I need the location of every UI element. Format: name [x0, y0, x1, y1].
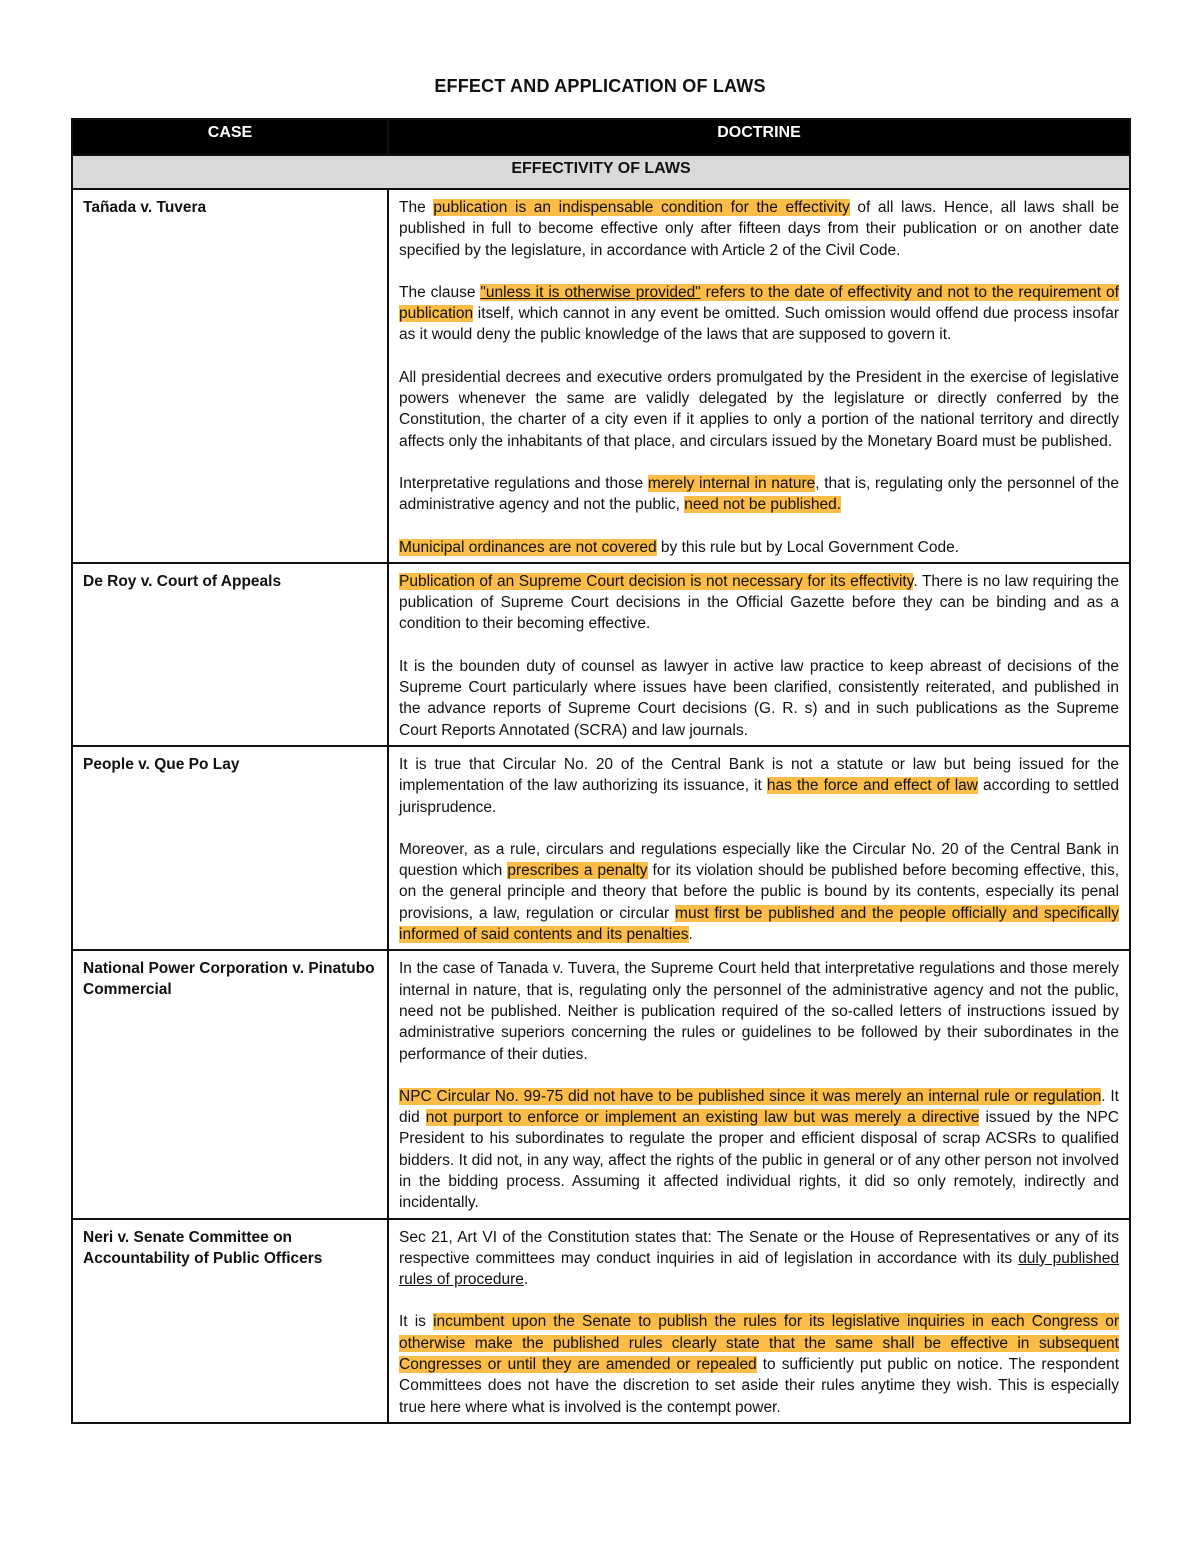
doctrine-paragraph — [399, 839, 1119, 945]
paragraph-text: It is true that Circular No. 20 of the Central Bank is not a statute or law but being issued for the implementation of the law authorizing its issuance, it — [399, 755, 1119, 795]
highlighted-text: need not be published. — [684, 496, 842, 514]
paragraph-text: by this rule but by Local Government Code. — [656, 538, 960, 556]
doctrine-paragraph — [399, 473, 1119, 516]
highlighted-text: Publication of an Supreme Court decision is not necessary for its effectivity — [399, 572, 914, 590]
paragraph-text: according to settled jurisprudence. — [399, 777, 1119, 816]
case-name: Tañada v. Tuvera — [72, 189, 388, 563]
doctrine-paragraph — [399, 571, 1119, 635]
paragraph-text: itself, which cannot in any event be omitted. Such omission would offend due process insofar as it would deny the public knowledge of the laws that are supposed to govern it. — [399, 305, 1119, 344]
section-row — [72, 155, 1130, 189]
table-row — [72, 746, 1130, 950]
document-title: EFFECT AND APPLICATION OF LAWS — [434, 76, 766, 96]
table-row — [72, 189, 1130, 563]
doctrine-cell — [388, 746, 1130, 950]
paragraph-text: The — [399, 199, 434, 216]
paragraph-text: issued by the NPC President to his subordinates to regulate the proper and efficient disposal of scrap ACSRs to qualified bidders. It did not, in any way, affect the rights of the public in general or of any other person not involved in the bidding process. Assuming it affected individual rights, it did so only remotely, indirectly and incidentally. — [399, 1109, 1119, 1212]
paragraph-text: . It did — [399, 1087, 1119, 1127]
paragraph-text: It is the bounden duty of counsel as lawyer in active law practice to keep abreast of decisions of the Supreme Court particularly where issues have been clarified, consistently reiterated, and published in the advance reports of Supreme Court decisions (G. R. s) and in such publications as the Supreme Court Reports Annotated (SCRA) and law journals. — [399, 657, 1119, 739]
highlighted-text: has the force and effect of law — [766, 777, 978, 795]
paragraph-text: In the case of Tanada v. Tuvera, the Supreme Court held that interpretative regulations and those merely internal in nature, that is, regulating only the personnel of the administrative agency and not the public, need not be published. Neither is publication required of the so-called letters of instructions issued by administrative superiors concerning the rules or guidelines to be followed by their subordinates in the performance of their duties. — [399, 960, 1119, 1063]
highlighted-text: publication is an indispensable condition for the effectivity — [433, 199, 850, 216]
underlined-text: duly published rules of procedure — [399, 1249, 1119, 1289]
paragraph-text: for its violation should be published before becoming effective, this, on the general principle and theory that before the public is bound by its contents, especially its penal provisions, a law, regulation or circular — [399, 862, 1120, 922]
table-row — [72, 1219, 1130, 1423]
doctrine-paragraph — [399, 958, 1119, 1064]
paragraph-text: to sufficiently put public on notice. The respondent Committees does not have the discretion to set aside their rules anytime they wish. This is especially true here where what is involved is the contempt power. — [399, 1356, 1119, 1416]
doctrine-column-header: DOCTRINE — [388, 119, 1130, 155]
doctrine-cell — [388, 1219, 1130, 1423]
doctrine-paragraph — [399, 1311, 1119, 1417]
paragraph-text: . — [688, 926, 693, 944]
doctrine-cell — [388, 950, 1130, 1218]
highlighted-text: NPC Circular No. 99-75 did not have to be published since it was merely an internal rule or regulation — [399, 1087, 1102, 1105]
case-name: De Roy v. Court of Appeals — [72, 563, 388, 746]
paragraph-text: . — [523, 1271, 529, 1289]
paragraph-text: All presidential decrees and executive orders promulgated by the President in the exercise of legislative powers whenever the same are validly delegated by the legislature or directly conferred by the Constitution, the charter of a city even if it applies to only a portion of the national territory and directly affects only the inhabitants of that place, and circulars issued by the Monetary Board must be published. — [399, 368, 1119, 450]
doctrine-paragraph — [399, 1086, 1119, 1214]
highlighted-text: merely internal in nature — [647, 474, 816, 492]
paragraph-text: . There is no law requiring the publication of Supreme Court decisions in the Official Gazette before they can be binding and as a condition to their becoming effective. — [399, 572, 1119, 633]
doctrine-paragraph — [399, 367, 1119, 452]
paragraph-text: It is — [399, 1313, 434, 1331]
highlighted-text: refers to the date of effectivity and not to the requirement of publication — [399, 283, 1119, 323]
paragraph-text: , that is, regulating only the personnel of the administrative agency and not the public, — [399, 474, 1120, 514]
case-column-header: CASE — [72, 119, 388, 155]
doctrine-cell — [388, 189, 1130, 563]
table-row — [72, 563, 1130, 746]
table-row — [72, 950, 1130, 1218]
paragraph-text: Interpretative regulations and those — [399, 474, 648, 492]
doctrine-cell — [388, 563, 1130, 746]
highlighted-text: incumbent upon the Senate to publish the rules for its legislative inquiries in each Congress or otherwise make the published rules clearly state that the same shall be effective in subsequent Congresses or until they are amended or repealed — [399, 1313, 1119, 1374]
doctrine-paragraph — [399, 197, 1119, 261]
doctrine-paragraph — [399, 282, 1119, 346]
doctrine-paragraph — [399, 537, 1119, 558]
paragraph-text: Sec 21, Art VI of the Constitution states that: The Senate or the House of Representatives or any of its respective committees may conduct inquiries in aid of legislation in accordance with its — [399, 1228, 1119, 1267]
paragraph-text: The clause — [399, 283, 481, 301]
doctrine-paragraph — [399, 656, 1119, 741]
section-heading: EFFECTIVITY OF LAWS — [72, 155, 1130, 189]
case-name: People v. Que Po Lay — [72, 746, 388, 950]
case-name: Neri v. Senate Committee on Accountability of Public Officers — [72, 1219, 388, 1423]
highlighted-text: "unless it is otherwise provided" — [480, 283, 701, 301]
case-name: National Power Corporation v. Pinatubo Commercial — [72, 950, 388, 1218]
highlighted-text: must first be published and the people officially and specifically informed of said contents and its penalties — [399, 904, 1119, 944]
doctrine-paragraph — [399, 1227, 1119, 1291]
table-body — [72, 155, 1130, 1423]
paragraph-text: of all laws. Hence, all laws shall be published in full to become effective only after fifteen days from their publication or on another date specified by the legislature, in accordance with Article 2 of the Civil Code. — [399, 199, 1120, 259]
paragraph-text: Moreover, as a rule, circulars and regulations especially like the Circular No. 20 of the Central Bank in question which — [399, 840, 1119, 880]
highlighted-text: not purport to enforce or implement an existing law but was merely a directive — [425, 1109, 980, 1127]
doctrine-paragraph — [399, 754, 1119, 818]
highlighted-text: prescribes a penalty — [507, 862, 648, 880]
table-header-row — [72, 119, 1130, 155]
highlighted-text: Municipal ordinances are not covered — [399, 538, 657, 556]
cases-table — [71, 118, 1131, 1424]
